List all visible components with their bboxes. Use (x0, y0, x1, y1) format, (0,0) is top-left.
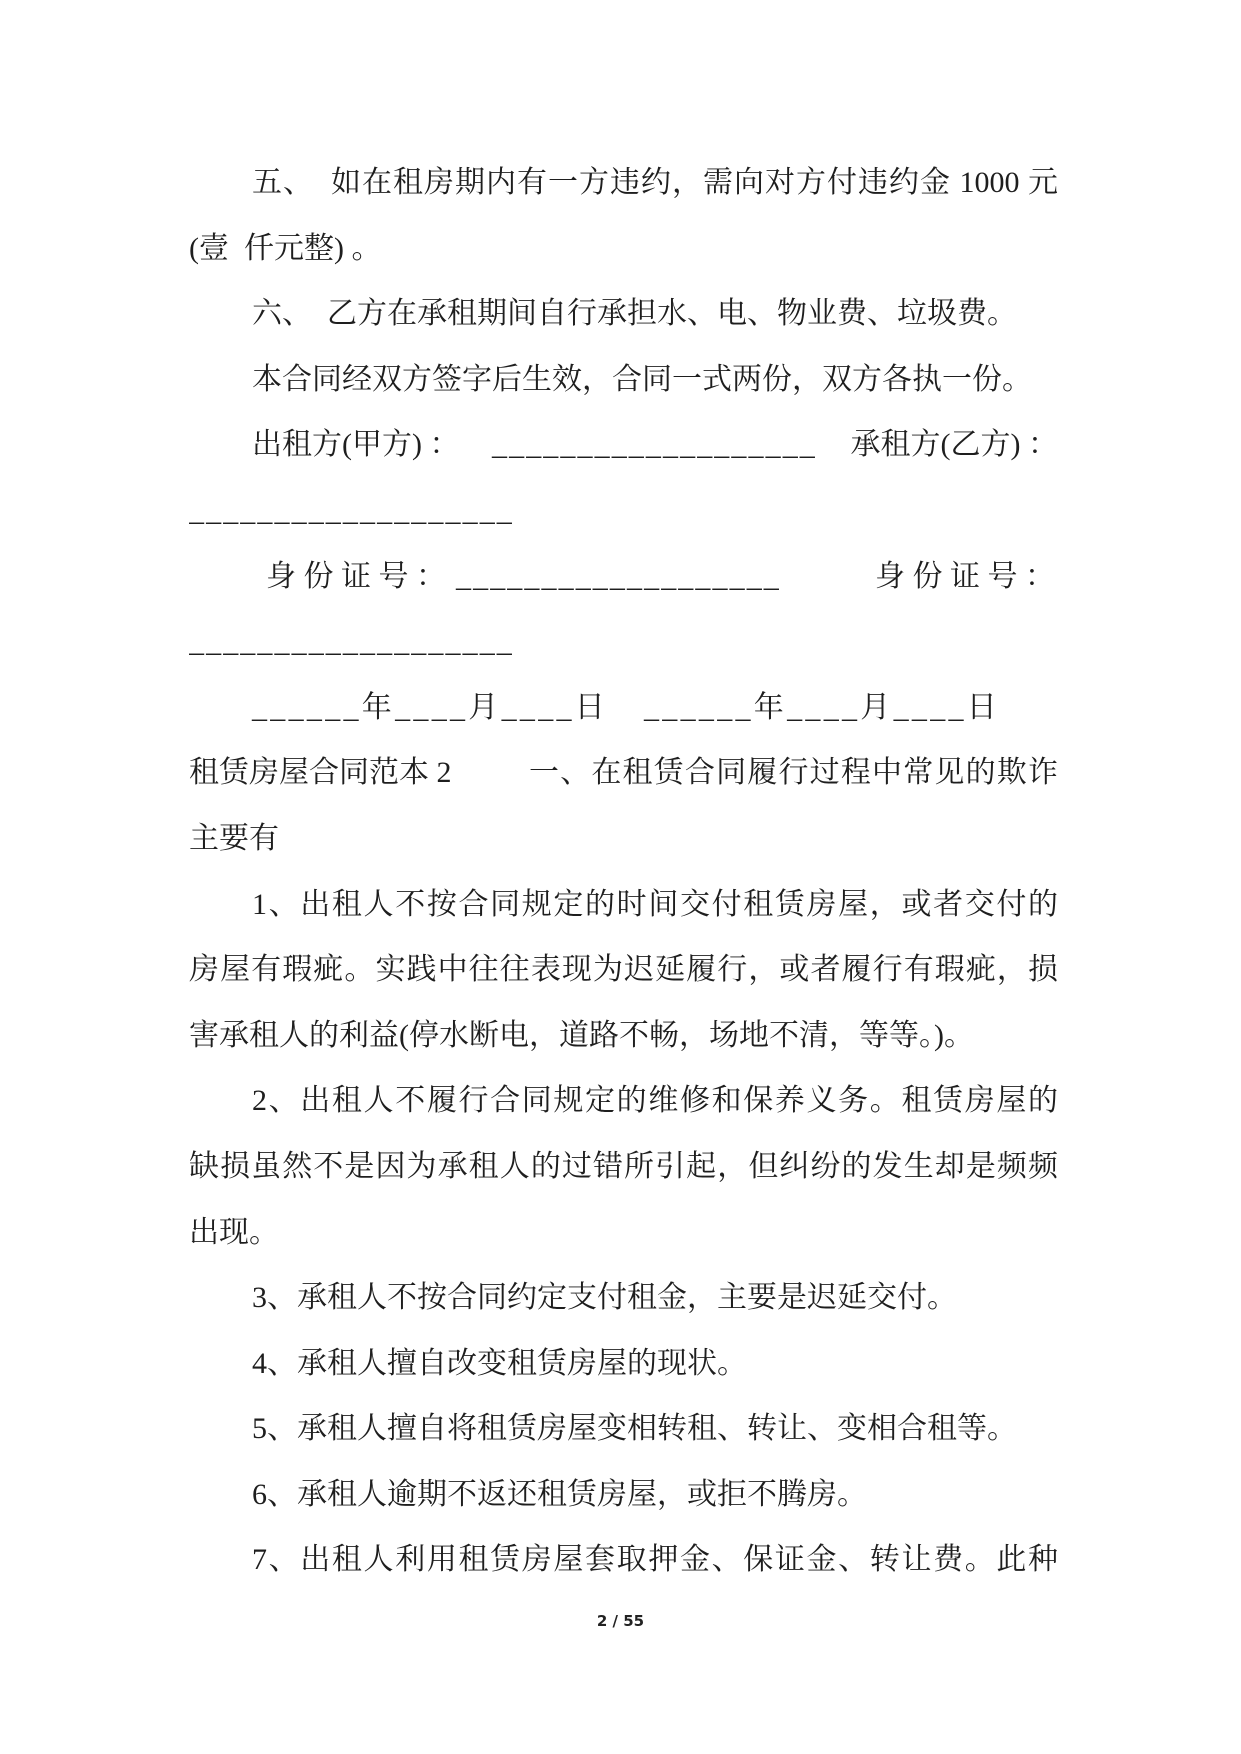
lessee-label: 承租方(乙方) ： (850, 428, 1058, 462)
id-number-row (189, 609, 1058, 675)
id-number-row (189, 544, 1058, 610)
list-item-line: 7、出租人利用租赁房屋套取押金、保证金、转让费。此种 (252, 1543, 1058, 1577)
lessee-id-label: 身 份 证 号 ： (875, 559, 1055, 593)
clause-5-line: 五、 如在租房期内有一方违约，需向对方付违约金 1000 元 (252, 166, 1058, 199)
signature-row (189, 412, 1058, 478)
document-body (189, 150, 1058, 1593)
date-row (189, 675, 1058, 741)
sample-2-intro-line: 主要有 (189, 821, 279, 855)
clause-6: 六、 乙方在承租期间自行承担水、电、物业费、垃圾费。 (252, 297, 1017, 331)
clause-5-line: (壹 仟元整) 。 (189, 231, 382, 265)
list-item-line: 4、承租人擅自改变租赁房屋的现状。 (252, 1346, 747, 1380)
lessor-id-label: 身 份 证 号 ： (266, 559, 446, 593)
list-item-line: 3、承租人不按合同约定支付租金，主要是迟延交付。 (252, 1281, 957, 1315)
list-item-line: 2、出租人不履行合同规定的维修和保养义务。租赁房屋的 (252, 1084, 1058, 1118)
effect-note: 本合同经双方签字后生效，合同一式两份，双方各执一份。 (252, 362, 1032, 396)
list-item-line: 出现。 (189, 1215, 279, 1249)
list-item-line: 1、出租人不按合同规定的时间交付租赁房屋，或者交付的 (252, 887, 1058, 921)
lessee-signature-blank: ___________________ (189, 493, 514, 527)
sample-2-heading-row (189, 740, 1058, 806)
list-item-line: 5、承租人擅自将租赁房屋变相转租、转让、变相合租等。 (252, 1412, 1017, 1446)
sample-2-title: 租赁房屋合同范本 2 (189, 756, 452, 790)
list-item-line: 害承租人的利益(停水断电，道路不畅，场地不清，等等。)。 (189, 1018, 974, 1052)
lessee-id-blank: ___________________ (189, 625, 514, 659)
lessee-date: ______年____月____日 (644, 690, 1001, 724)
signature-row (189, 478, 1058, 544)
list-item-line: 房屋有瑕疵。实践中往往表现为迟延履行，或者履行有瑕疵，损 (189, 953, 1058, 987)
page-number: 2 / 55 (596, 1612, 645, 1630)
sample-2-intro-line: 一、在租赁合同履行过程中常见的欺诈 (529, 756, 1058, 790)
lessor-id-blank: ___________________ (456, 559, 781, 593)
list-item-line: 缺损虽然不是因为承租人的过错所引起，但纠纷的发生却是频频 (189, 1149, 1058, 1183)
list-item-line: 6、承租人逾期不返还租赁房屋，或拒不腾房。 (252, 1477, 867, 1511)
lessor-label: 出租方(甲方) ： (252, 428, 460, 462)
lessor-date: ______年____月____日 (252, 690, 609, 724)
lessor-signature-blank: ___________________ (492, 428, 817, 462)
